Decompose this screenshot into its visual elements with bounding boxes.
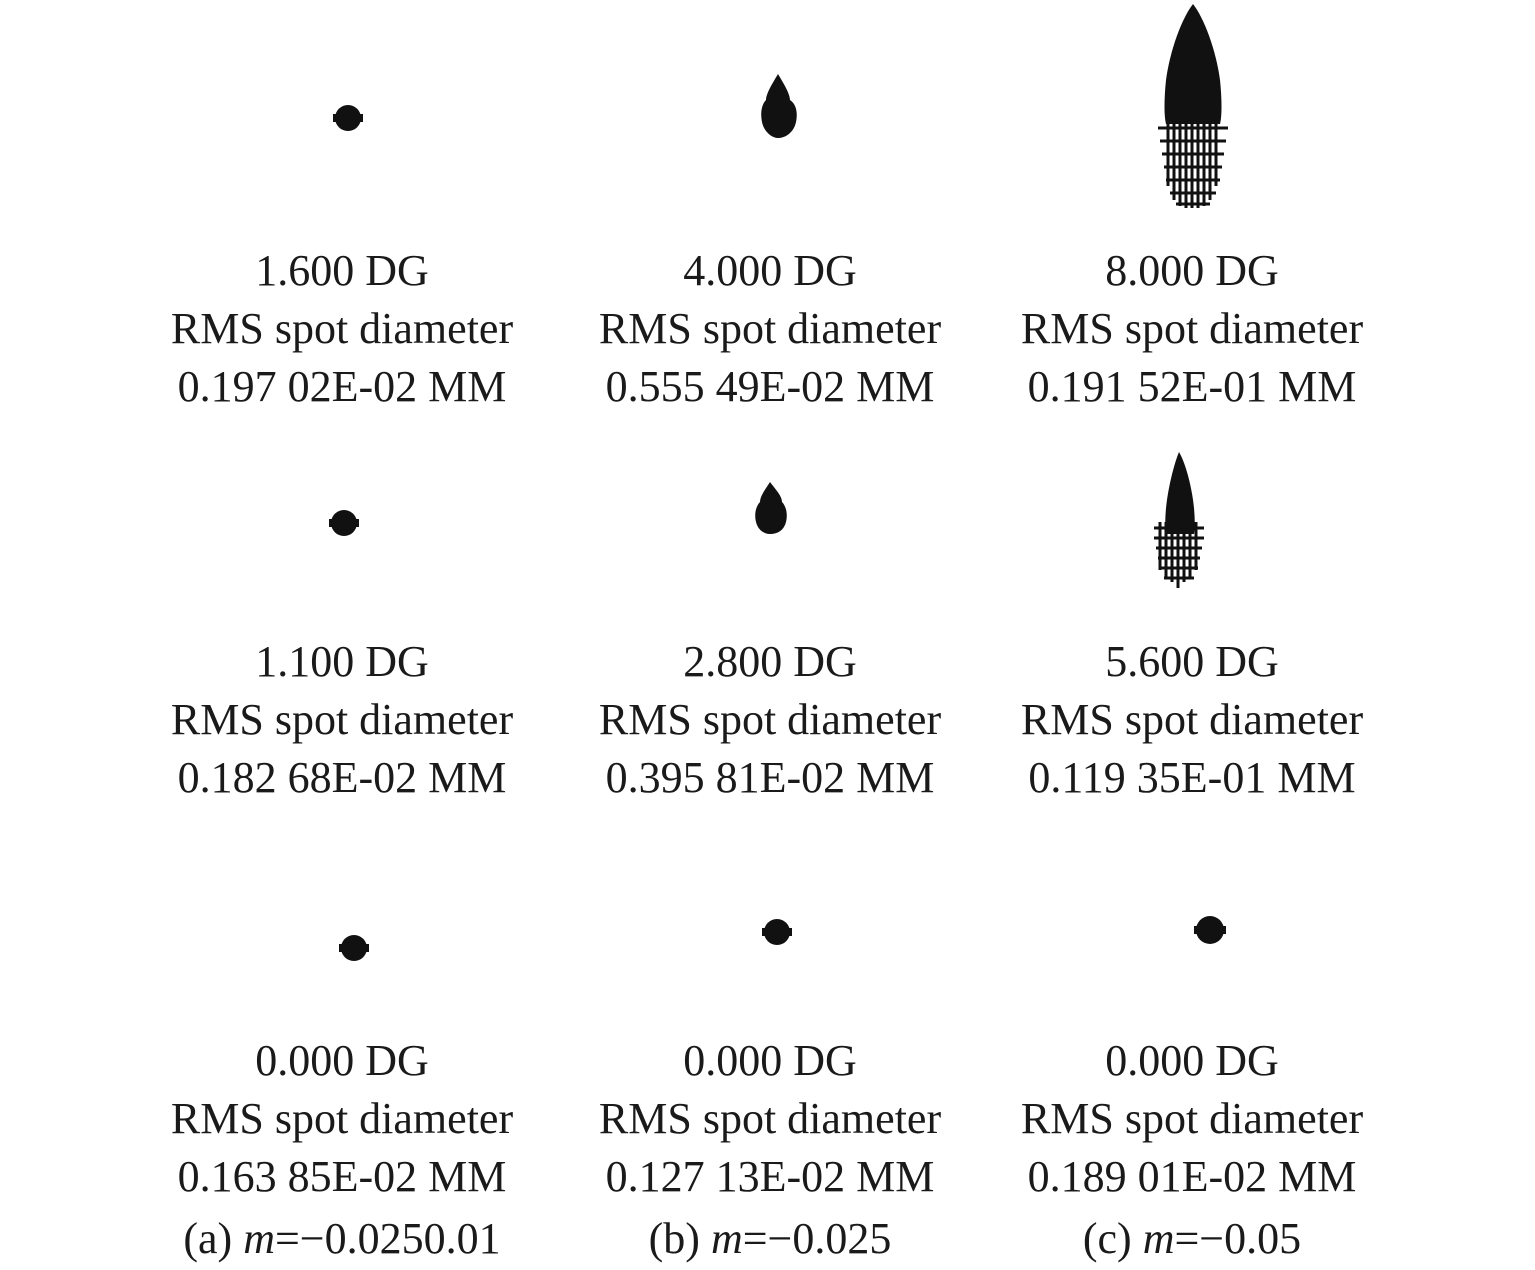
- rms-value: 0.189 01E-02 MM: [1027, 1152, 1357, 1201]
- rms-value: 0.127 13E-02 MM: [605, 1152, 935, 1201]
- caption-prefix: (b): [648, 1214, 711, 1263]
- field-angle: 1.100 DG: [255, 637, 429, 686]
- spot-label: [560, 633, 980, 807]
- metric-label: RMS spot diameter: [1020, 304, 1364, 353]
- cone-spot-graphic: [982, 410, 1402, 630]
- spot-label: [560, 242, 980, 416]
- spot-label: [132, 242, 552, 416]
- metric-label: RMS spot diameter: [170, 304, 514, 353]
- metric-label: RMS spot diameter: [598, 1094, 942, 1143]
- caption-a: [132, 1212, 552, 1266]
- field-angle: 8.000 DG: [1105, 246, 1279, 295]
- dot-spot-graphic: [132, 0, 552, 220]
- caption-variable: m: [243, 1214, 275, 1263]
- field-angle: 5.600 DG: [1105, 637, 1279, 686]
- spot-label: [560, 1032, 980, 1206]
- caption-variable: m: [710, 1214, 743, 1263]
- field-angle: 2.800 DG: [683, 637, 857, 686]
- rms-value: 0.191 52E-01 MM: [1027, 362, 1357, 411]
- spot-diagram: [982, 410, 1402, 630]
- field-angle: 1.600 DG: [255, 246, 429, 295]
- caption-b: [560, 1212, 980, 1266]
- caption-value: =−0.025: [742, 1214, 892, 1263]
- spot-label: [132, 633, 552, 807]
- caption-c: [982, 1212, 1402, 1266]
- caption-prefix: (c): [1082, 1214, 1143, 1263]
- dot-spot-graphic: [982, 830, 1402, 1050]
- rms-value: 0.163 85E-02 MM: [177, 1152, 507, 1201]
- rms-value: 0.182 68E-02 MM: [177, 753, 507, 802]
- field-angle: 0.000 DG: [1105, 1036, 1279, 1085]
- metric-label: RMS spot diameter: [170, 1094, 514, 1143]
- dot-spot-graphic: [132, 410, 552, 630]
- metric-label: RMS spot diameter: [598, 304, 942, 353]
- spot-diagram: [560, 830, 980, 1050]
- rms-value: 0.119 35E-01 MM: [1028, 753, 1356, 802]
- spot-label: [132, 1032, 552, 1206]
- caption-value: =−0.05: [1174, 1214, 1302, 1263]
- rms-value: 0.395 81E-02 MM: [605, 753, 935, 802]
- spot-diagram: [982, 830, 1402, 1050]
- caption-value: =−0.0250.01: [274, 1214, 501, 1263]
- metric-label: RMS spot diameter: [598, 695, 942, 744]
- spot-diagram: [132, 410, 552, 630]
- spot-diagram: [982, 0, 1402, 220]
- spot-diagram: [560, 0, 980, 220]
- metric-label: RMS spot diameter: [1020, 695, 1364, 744]
- spot-label: [982, 242, 1402, 416]
- spot-diagram: [132, 0, 552, 220]
- field-angle: 0.000 DG: [683, 1036, 857, 1085]
- dot-spot-graphic: [132, 830, 552, 1050]
- field-angle: 0.000 DG: [255, 1036, 429, 1085]
- spot-diagram: [560, 410, 980, 630]
- teardrop-spot-graphic: [560, 0, 980, 220]
- spot-diagram: [132, 830, 552, 1050]
- dot-spot-graphic: [560, 830, 980, 1050]
- caption-prefix: (a): [183, 1214, 244, 1263]
- metric-label: RMS spot diameter: [1020, 1094, 1364, 1143]
- caption-variable: m: [1142, 1214, 1175, 1263]
- field-angle: 4.000 DG: [683, 246, 857, 295]
- metric-label: RMS spot diameter: [170, 695, 514, 744]
- rms-value: 0.197 02E-02 MM: [177, 362, 507, 411]
- teardrop-spot-graphic: [560, 410, 980, 630]
- cone-spot-graphic: [982, 0, 1402, 220]
- spot-label: [982, 633, 1402, 807]
- spot-label: [982, 1032, 1402, 1206]
- rms-value: 0.555 49E-02 MM: [605, 362, 935, 411]
